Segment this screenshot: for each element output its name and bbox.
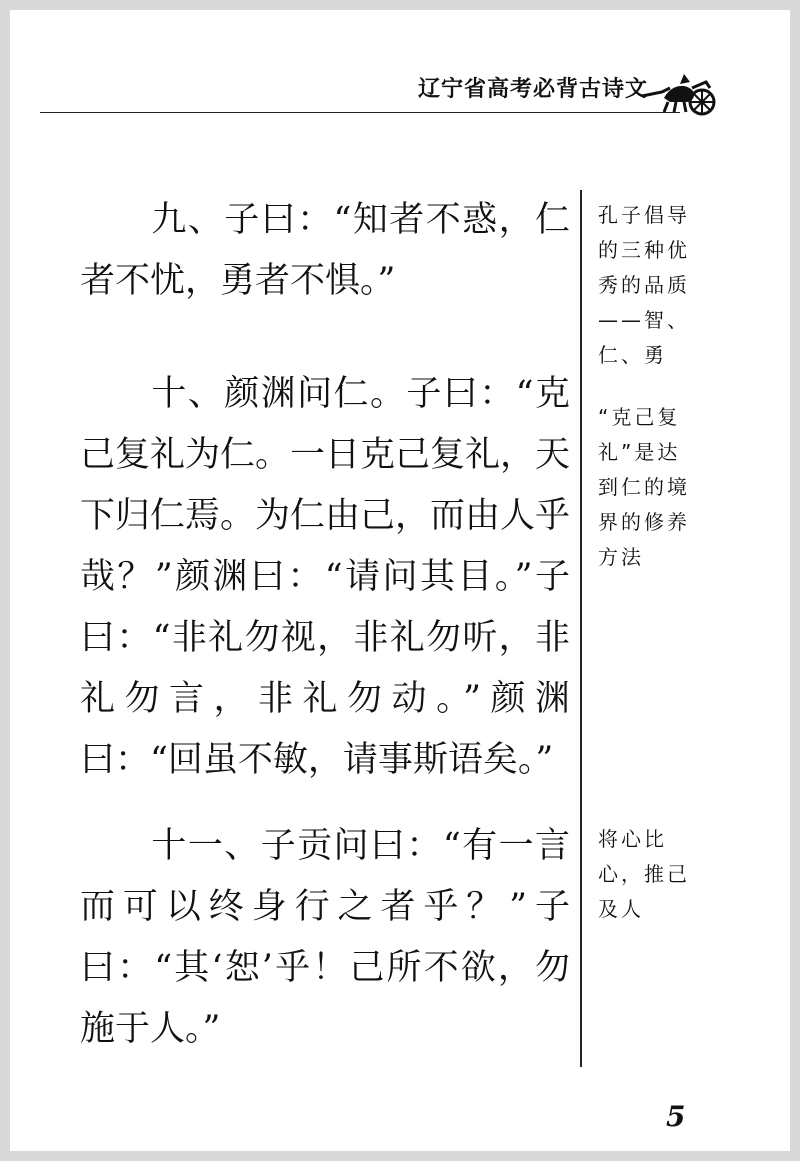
header-rule: [40, 112, 680, 113]
margin-note-10: “克己复礼”是达到仁的境界的修养方法: [598, 405, 690, 569]
page-number: 5: [666, 1100, 686, 1133]
margin-note-divider: [580, 190, 582, 1067]
passage-11-text: 十一、子贡问曰：“有一言而可以终身行之者乎？”子曰：“其‘恕’乎！己所不欲，勿施于人。”: [80, 826, 570, 1049]
horse-chariot-emblem-icon: [640, 68, 720, 118]
passage-9-text: 九、子曰：“知者不惑，仁者不忧，勇者不惧。”: [80, 200, 570, 301]
passage-9: [80, 190, 570, 312]
passage-11: [80, 816, 570, 1060]
running-header-title: 辽宁省高考必背古诗文: [418, 77, 649, 102]
passage-10-text: 十、颜渊问仁。子曰：“克己复礼为仁。一日克己复礼，天下归仁焉。为仁由己，而由人乎哉？”颜渊曰：“请问其目。”子曰：“非礼勿视，非礼勿听，非礼勿言，非礼勿动。”颜渊曰：“回虽不敏，请事斯语矣。”: [80, 374, 571, 780]
margin-note-11: 将心比心，推己及人: [598, 827, 690, 921]
margin-note-9: 孔子倡导的三种优秀的品质——智、仁、勇: [598, 203, 690, 367]
passage-10: [80, 364, 570, 791]
